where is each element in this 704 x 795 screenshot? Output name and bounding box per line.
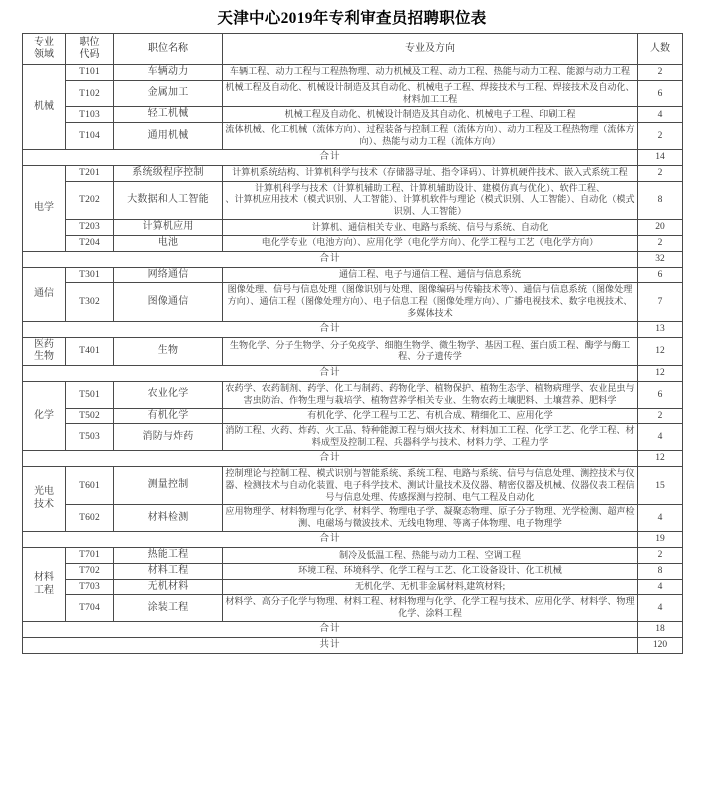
table-row [23, 505, 683, 532]
table-row [23, 283, 683, 321]
subtotal-label: 合计 [23, 149, 638, 165]
field-cell: 化学 [23, 381, 66, 450]
subtotal-value: 14 [638, 149, 683, 165]
major-text-line: 农药学、农药制剂、药学、化工与制药、药物化学、植物保护、植物生态学、植物病理学、农业昆虫与害虫防治、作物生理与栽培学、植物营养学相关专业、生物农药土壤肥料、土壤营养、肥料学 [225, 382, 635, 405]
major-text-line: 图像处理、信号与信息处理（图像识别与处理、图像编码与传输技术等）、通信与信息系统（图像处理方向）、通信工程（图像处理方向）、电子信息工程（图像处理方向）、广播电视技术、数字电视技术、多媒体技术 [227, 284, 633, 319]
position-code-cell: T301 [66, 267, 114, 283]
position-code-cell: T401 [66, 337, 114, 365]
headcount-cell: 8 [638, 563, 683, 579]
field-label-line2: 工程 [34, 584, 54, 596]
page-title: 天津中心2019年专利审查员招聘职位表 [217, 10, 487, 27]
major-direction-cell [223, 548, 638, 564]
major-direction-cell [223, 466, 638, 504]
major-direction-cell [223, 267, 638, 283]
subtotal-value: 19 [638, 532, 683, 548]
major-text-line: 流体机械、化工机械（流体方向）、过程装备与控制工程（流体方向）、动力工程及工程热物理（流体方向）、热能与动力工程（流体方向） [225, 124, 635, 147]
column-header-count: 人数 [638, 34, 683, 65]
job-position-table [22, 33, 683, 654]
headcount-cell: 7 [638, 283, 683, 321]
grand-total-label: 共计 [23, 638, 638, 654]
column-header-major: 专业及方向 [223, 34, 638, 65]
major-text-line: 计算机、通信相关专业、电路与系统、信号与系统、自动化 [311, 221, 549, 232]
headcount-cell: 12 [638, 337, 683, 365]
headcount-cell: 2 [638, 235, 683, 251]
field-label-line1: 材料 [34, 572, 54, 584]
field-cell: 电学 [23, 165, 66, 251]
position-code-cell: T703 [66, 579, 114, 595]
headcount-cell: 20 [638, 220, 683, 236]
position-name-cell: 热能工程 [114, 548, 223, 564]
column-header-code-line2: 代码 [79, 49, 100, 60]
position-name-cell: 轻工机械 [114, 107, 223, 123]
position-name-cell: 计算机应用 [114, 220, 223, 236]
table-row [23, 579, 683, 595]
major-text-line: 通信工程、电子与通信工程、通信与信息系统 [339, 269, 521, 280]
major-direction-cell [223, 107, 638, 123]
table-row [23, 381, 683, 408]
field-cell [23, 466, 66, 531]
major-direction-cell [223, 337, 638, 365]
major-text-line: 环境工程、环境科学、化学工程与工艺、化工设备设计、化工机械 [298, 565, 562, 576]
header-row [23, 34, 683, 65]
major-direction-cell [223, 424, 638, 451]
subtotal-row [23, 532, 683, 548]
position-name-cell: 无机材料 [114, 579, 223, 595]
major-direction-cell [223, 165, 638, 181]
position-code-cell: T601 [66, 466, 114, 504]
table-row [23, 267, 683, 283]
table-row [23, 165, 683, 181]
table-row [23, 337, 683, 365]
position-name-cell: 系统级程序控制 [114, 165, 223, 181]
column-header-code [66, 34, 114, 65]
headcount-cell: 4 [638, 595, 683, 622]
table-row [23, 408, 683, 424]
major-text-line: 、计算机应用技术（模式识别、人工智能）、计算机软件与理论（模式识别、人工智能）、自动化（模式识别、人工智能） [225, 194, 635, 217]
subtotal-label: 合计 [23, 321, 638, 337]
position-code-cell: T102 [66, 80, 114, 107]
position-name-cell: 材料工程 [114, 563, 223, 579]
headcount-cell: 2 [638, 548, 683, 564]
field-cell [23, 337, 66, 365]
subtotal-value: 12 [638, 450, 683, 466]
subtotal-row [23, 149, 683, 165]
major-direction-cell [223, 283, 638, 321]
headcount-cell: 4 [638, 505, 683, 532]
subtotal-value: 32 [638, 251, 683, 267]
subtotal-value: 18 [638, 622, 683, 638]
major-direction-cell [223, 235, 638, 251]
major-text-line: 计算机科学与技术（计算机辅助工程、计算机辅助设计、建模仿真与优化）、软件工程、 [254, 182, 606, 193]
column-header-code-line1: 职位 [79, 37, 100, 48]
subtotal-label: 合计 [23, 251, 638, 267]
subtotal-row [23, 365, 683, 381]
position-code-cell: T101 [66, 65, 114, 81]
column-header-field [23, 34, 66, 65]
position-name-cell: 车辆动力 [114, 65, 223, 81]
major-direction-cell [223, 123, 638, 150]
table-body [23, 65, 683, 654]
subtotal-row [23, 321, 683, 337]
major-text-line: 有机化学、化学工程与工艺、有机合成、精细化工、应用化学 [307, 410, 553, 421]
position-code-cell: T204 [66, 235, 114, 251]
grand-total-value: 120 [638, 638, 683, 654]
headcount-cell: 4 [638, 424, 683, 451]
major-direction-cell [223, 505, 638, 532]
subtotal-value: 13 [638, 321, 683, 337]
position-name-cell: 金属加工 [114, 80, 223, 107]
position-name-cell: 有机化学 [114, 408, 223, 424]
position-name-cell: 消防与炸药 [114, 424, 223, 451]
major-direction-cell [223, 595, 638, 622]
major-direction-cell [223, 181, 638, 219]
table-row [23, 424, 683, 451]
table-container [0, 33, 704, 654]
table-row [23, 466, 683, 504]
table-row [23, 548, 683, 564]
subtotal-row [23, 251, 683, 267]
table-header [23, 34, 683, 65]
major-direction-cell [223, 408, 638, 424]
position-name-cell: 图像通信 [114, 283, 223, 321]
major-direction-cell [223, 80, 638, 107]
position-name-cell: 涂装工程 [114, 595, 223, 622]
major-direction-cell [223, 563, 638, 579]
grand-total-row [23, 638, 683, 654]
major-text-line: 机械工程及自动化、机械设计制造及其自动化、机械电子工程、印刷工程 [284, 108, 576, 119]
headcount-cell: 2 [638, 408, 683, 424]
subtotal-row [23, 622, 683, 638]
position-code-cell: T103 [66, 107, 114, 123]
position-code-cell: T602 [66, 505, 114, 532]
subtotal-value: 12 [638, 365, 683, 381]
major-direction-cell [223, 220, 638, 236]
field-cell [23, 548, 66, 622]
table-row [23, 220, 683, 236]
field-cell: 机械 [23, 65, 66, 150]
position-name-cell: 农业化学 [114, 381, 223, 408]
major-direction-cell [223, 65, 638, 81]
position-code-cell: T202 [66, 181, 114, 219]
major-text-line: 无机化学、无机非金属材料,建筑材料; [354, 581, 506, 592]
position-name-cell: 测量控制 [114, 466, 223, 504]
major-text-line: 电化学专业（电池方向）、应用化学（电化学方向）、化学工程与工艺（电化学方向） [261, 237, 599, 248]
major-text-line: 计算机系统结构、计算机科学与技术（存储器寻址、指令译码）、计算机硬件技术、嵌入式系统工程 [232, 167, 628, 178]
subtotal-label: 合计 [23, 532, 638, 548]
major-direction-cell [223, 579, 638, 595]
position-code-cell: T501 [66, 381, 114, 408]
position-name-cell: 网络通信 [114, 267, 223, 283]
position-code-cell: T201 [66, 165, 114, 181]
table-row [23, 65, 683, 81]
headcount-cell: 8 [638, 181, 683, 219]
position-name-cell: 电池 [114, 235, 223, 251]
position-name-cell: 大数据和人工智能 [114, 181, 223, 219]
field-label-line1: 光电 [34, 486, 54, 498]
table-row [23, 80, 683, 107]
column-header-field-line1: 专业 [34, 37, 54, 48]
subtotal-row [23, 450, 683, 466]
field-label-line2: 生物 [34, 351, 54, 363]
position-code-cell: T502 [66, 408, 114, 424]
column-header-name: 职位名称 [114, 34, 223, 65]
position-code-cell: T503 [66, 424, 114, 451]
table-row [23, 235, 683, 251]
major-text-line: 生物化学、分子生物学、分子免疫学、细胞生物学、微生物学、基因工程、蛋白质工程、酶学与酶工程、分子遗传学 [229, 339, 631, 362]
major-text-line: 机械工程及自动化、机械设计制造及其自动化、机械电子工程、焊接技术与工程、焊接技术及自动化、材料加工工程 [225, 81, 635, 104]
position-code-cell: T302 [66, 283, 114, 321]
subtotal-label: 合计 [23, 450, 638, 466]
major-text-line: 消防工程、火药、炸药、火工品、特种能源工程与烟火技术、材料加工工程、化学工艺、化学工程、材料成型及控制工程、兵器科学与技术、材料力学、工程力学 [225, 425, 635, 448]
table-row [23, 563, 683, 579]
column-header-field-line2: 领域 [34, 49, 54, 60]
position-code-cell: T702 [66, 563, 114, 579]
field-label-line1: 医药 [34, 338, 54, 350]
position-code-cell: T203 [66, 220, 114, 236]
table-row [23, 595, 683, 622]
major-text-line: 应用物理学、材料物理与化学、材料学、物理电子学、凝聚态物理、原子分子物理、光学检测、超声检测、电磁场与微波技术、无线电物理、等离子体物理、电子物理学 [225, 506, 635, 529]
field-label-line2: 技术 [34, 498, 54, 510]
headcount-cell: 4 [638, 579, 683, 595]
major-text-line: 制冷及低温工程、热能与动力工程、空调工程 [339, 549, 521, 560]
position-name-cell: 生物 [114, 337, 223, 365]
headcount-cell: 6 [638, 381, 683, 408]
headcount-cell: 2 [638, 65, 683, 81]
major-direction-cell [223, 381, 638, 408]
position-code-cell: T704 [66, 595, 114, 622]
headcount-cell: 6 [638, 80, 683, 107]
subtotal-label: 合计 [23, 622, 638, 638]
headcount-cell: 2 [638, 165, 683, 181]
headcount-cell: 15 [638, 466, 683, 504]
table-row [23, 107, 683, 123]
headcount-cell: 2 [638, 123, 683, 150]
position-name-cell: 通用机械 [114, 123, 223, 150]
headcount-cell: 4 [638, 107, 683, 123]
subtotal-label: 合计 [23, 365, 638, 381]
major-text-line: 控制理论与控制工程、模式识别与智能系统、系统工程、电路与系统、信号与信息处理、测控技术与仪器、检测技术与自动化装置、电子科学技术、测试计量技术及仪器、精密仪器及机械、仪器仪表工程信号与信息处理、传感探测与控制、电气工程及自动化 [225, 467, 635, 502]
table-row [23, 181, 683, 219]
position-name-cell: 材料检测 [114, 505, 223, 532]
position-code-cell: T104 [66, 123, 114, 150]
position-code-cell: T701 [66, 548, 114, 564]
major-text-line: 材料学、高分子化学与物理、材料工程、材料物理与化学、化学工程与技术、应用化学、材料学、物理化学、涂料工程 [225, 596, 635, 619]
table-row [23, 123, 683, 150]
field-cell: 通信 [23, 267, 66, 321]
major-text-line: 车辆工程、动力工程与工程热物理、动力机械及工程、动力工程、热能与动力工程、能源与动力工程 [229, 66, 631, 77]
headcount-cell: 6 [638, 267, 683, 283]
